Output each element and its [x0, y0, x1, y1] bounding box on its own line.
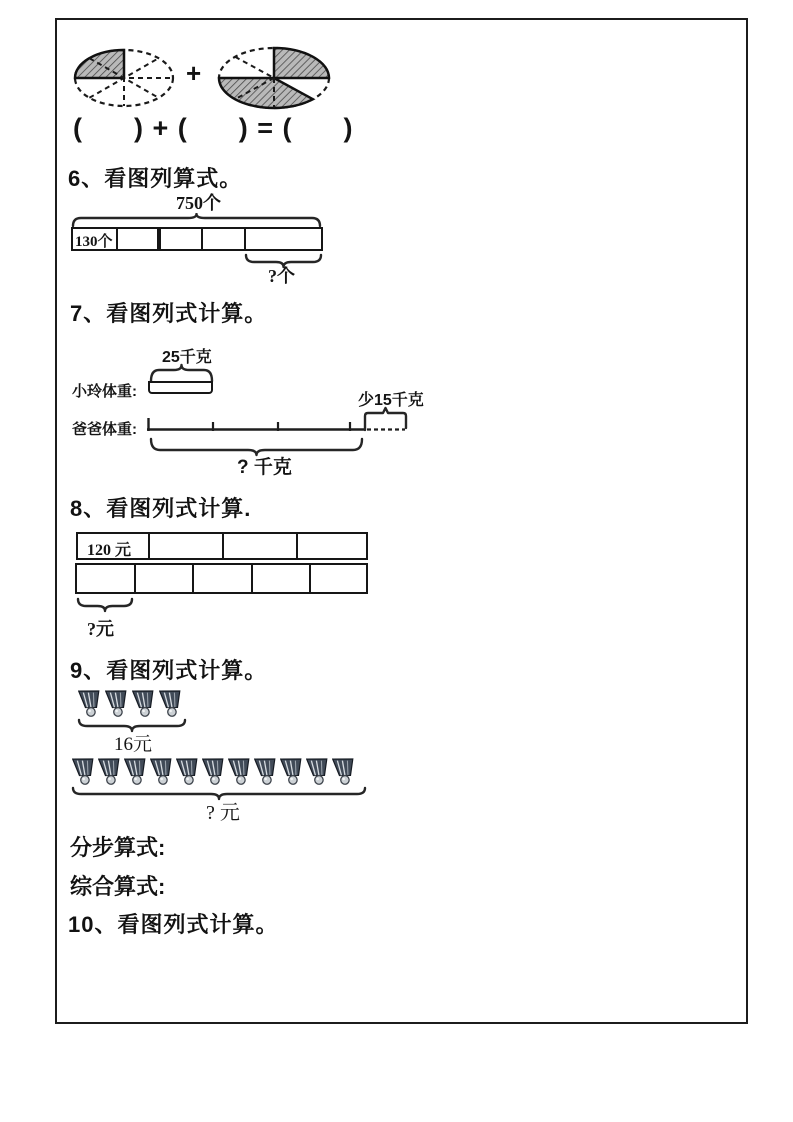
- q8-top-bar: [76, 532, 368, 560]
- q6-divider-3: [201, 229, 203, 249]
- q7-over-brace: [149, 363, 214, 383]
- q6-divider-1: [116, 229, 118, 249]
- q6-divider-2: [157, 229, 161, 249]
- q7-title: 7、看图列式计算。: [70, 301, 268, 326]
- q9-price-label: 16元: [114, 734, 153, 755]
- steps-label: 分步算式:: [70, 835, 166, 860]
- q6-total-label: 750个: [176, 193, 221, 213]
- q6-question-label: ?个: [268, 266, 295, 286]
- q8-bottom-divider-2: [192, 565, 194, 592]
- q9-title: 9、看图列式计算。: [70, 658, 268, 683]
- q8-bottom-divider-4: [309, 565, 311, 592]
- q6-divider-4: [244, 229, 246, 249]
- pie2-shaded-wedge-top-right: [274, 48, 329, 78]
- q7-segment-label: 25千克: [162, 349, 212, 366]
- q7-question-label: ? 千克: [237, 457, 292, 478]
- q6-first-cell-label: 130个: [75, 234, 113, 250]
- q6-bar: [71, 227, 323, 251]
- q7-less-label: 少15千克: [358, 392, 424, 409]
- q8-first-cell-label: 120 元: [87, 542, 132, 559]
- q7-dad-line: [147, 406, 411, 434]
- q8-bottom-divider-1: [134, 565, 136, 592]
- q10-title: 10、看图列式计算。: [68, 912, 279, 937]
- q8-under-brace: [76, 597, 134, 613]
- q8-bottom-bar: [75, 563, 368, 594]
- q8-top-divider-3: [296, 534, 298, 558]
- plus-sign: +: [186, 58, 202, 88]
- q7-less-bracket: [365, 408, 406, 430]
- combined-label: 综合算式:: [70, 874, 166, 899]
- q7-row1-label: 小玲体重:: [72, 383, 137, 400]
- q7-row2-label: 爸爸体重:: [72, 421, 137, 438]
- q8-bottom-divider-3: [251, 565, 253, 592]
- fraction-answer-line: ( ) + ( ) = ( ): [73, 113, 354, 143]
- q8-title: 8、看图列式计算.: [70, 496, 252, 521]
- q9-question-label: ? 元: [206, 802, 240, 824]
- q8-question-label: ?元: [87, 619, 114, 639]
- q8-top-divider-2: [222, 534, 224, 558]
- fraction-pie-left: [72, 47, 176, 109]
- fraction-pie-right: [216, 45, 332, 111]
- q6-top-brace: [71, 213, 322, 228]
- q6-title: 6、看图列算式。: [68, 166, 243, 191]
- q8-top-divider-1: [148, 534, 150, 558]
- q7-xiaoling-segment: [148, 381, 213, 394]
